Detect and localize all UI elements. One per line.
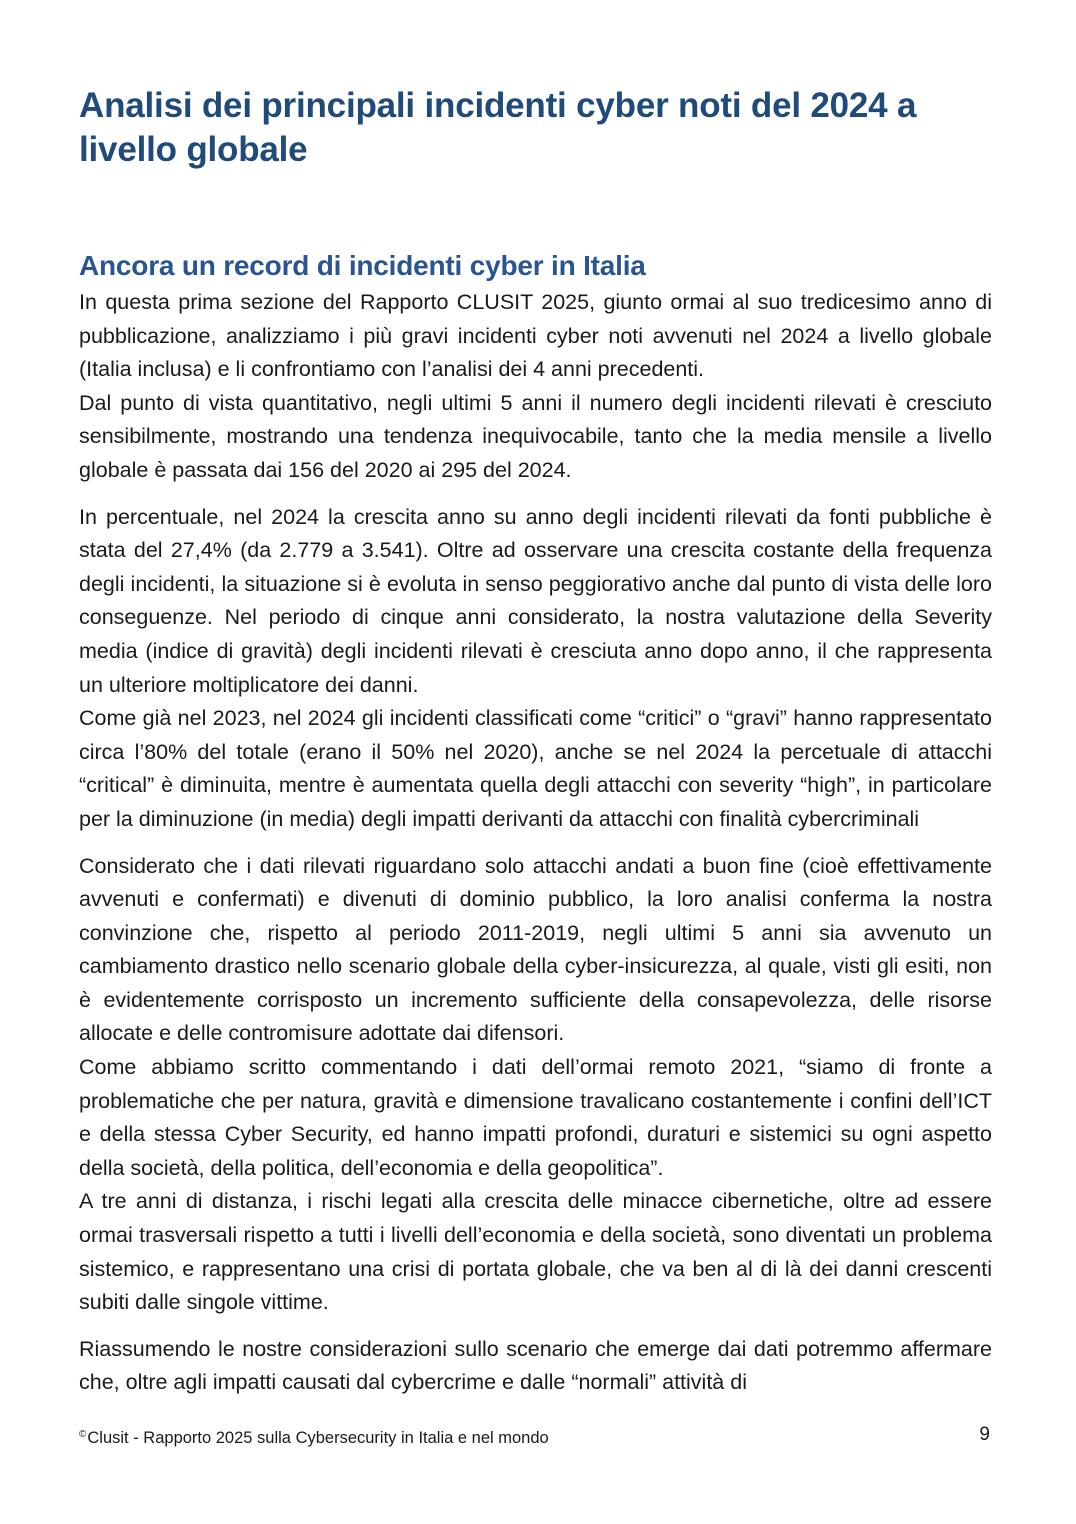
paragraph: Dal punto di vista quantitativo, negli ultimi 5 anni il numero degli incidenti rilevati è cresciuto sensibilmente, mostrando una tendenza inequivocabile, tanto che la media mensile a livello globale è passata dai 156 del 2020 ai 295 del 2024.: [79, 390, 992, 482]
copyright-symbol: ©: [79, 1429, 87, 1440]
paragraph-group: [79, 850, 992, 1320]
paragraph: A tre anni di distanza, i rischi legati alla crescita delle minacce cibernetiche, oltre ad essere ormai trasversali rispetto a tutti i livelli dell’economia e della società, sono diventati un problema sistemico, e rappresentano una crisi di portata globale, che va ben al di là dei danni crescenti subiti dalle singole vittime.: [79, 1189, 992, 1315]
footer-source: Clusit - Rapporto 2025 sulla Cybersecurity in Italia e nel mondo: [87, 1429, 549, 1447]
paragraph-group: [79, 1333, 992, 1400]
page-footer: [79, 1421, 992, 1449]
paragraph: Riassumendo le nostre considerazioni sullo scenario che emerge dai dati potremmo affermare che, oltre agli impatti causati dal cybercrime e dalle “normali” attività di: [79, 1336, 992, 1395]
paragraph: Come già nel 2023, nel 2024 gli incidenti classificati come “critici” o “gravi” hanno rappresentato circa l’80% del totale (erano il 50% nel 2020), anche se nel 2024 la percetuale di attacchi “critical” è diminuita, mentre è aumentata quella degli attacchi con severity “high”, in particolare per la diminuzione (in media) degli impatti derivanti da attacchi con finalità cybercriminali: [79, 706, 992, 831]
page-number: 9: [979, 1424, 990, 1445]
paragraph: In questa prima sezione del Rapporto CLUSIT 2025, giunto ormai al suo tredicesimo anno di pubblicazione, analizziamo i più gravi incidenti cyber noti avvenuti nel 2024 a livello globale (Italia inclusa) e li confrontiamo con l’analisi dei 4 anni precedenti.: [79, 290, 992, 382]
paragraph: Come abbiamo scritto commentando i dati dell’ormai remoto 2021, “siamo di fronte a problematiche che per natura, gravità e dimensione travalicano costantemente i confini dell’ICT e della stessa Cyber Security, ed hanno impatti profondi, duraturi e sistemici su ogni aspetto della società, della politica, dell’economia e della geopolitica”.: [79, 1055, 992, 1180]
document-page: [79, 84, 992, 1413]
paragraph-group: [79, 286, 992, 488]
section-title: Ancora un record di incidenti cyber in Italia: [79, 250, 646, 281]
document-title: Analisi dei principali incidenti cyber noti del 2024 a livello globale: [79, 86, 917, 169]
paragraph: In percentuale, nel 2024 la crescita anno su anno degli incidenti rilevati da fonti pubbliche è stata del 27,4% (da 2.779 a 3.541). Oltre ad osservare una crescita costante della frequenza degli incidenti, la situazione si è evoluta in senso peggiorativo anche dal punto di vista delle loro conseguenze. Nel periodo di cinque anni considerato, la nostra valutazione della Severity media (indice di gravità) degli incidenti rilevati è cresciuta anno dopo anno, il che rappresenta un ulteriore moltiplicatore dei danni.: [79, 504, 992, 697]
footer-copyright: [79, 1421, 549, 1452]
paragraph-group: [79, 501, 992, 837]
paragraph: Considerato che i dati rilevati riguardano solo attacchi andati a buon fine (cioè effettivamente avvenuti e confermati) e divenuti di dominio pubblico, la loro analisi conferma la nostra convinzione che, rispetto al periodo 2011-2019, negli ultimi 5 anni sia avvenuto un cambiamento drastico nello scenario globale della cyber-insicurezza, al quale, visti gli esiti, non è evidentemente corrisposto un incremento sufficiente della consapevolezza, delle risorse allocate e delle contromisure adottate dai difensori.: [79, 853, 992, 1046]
